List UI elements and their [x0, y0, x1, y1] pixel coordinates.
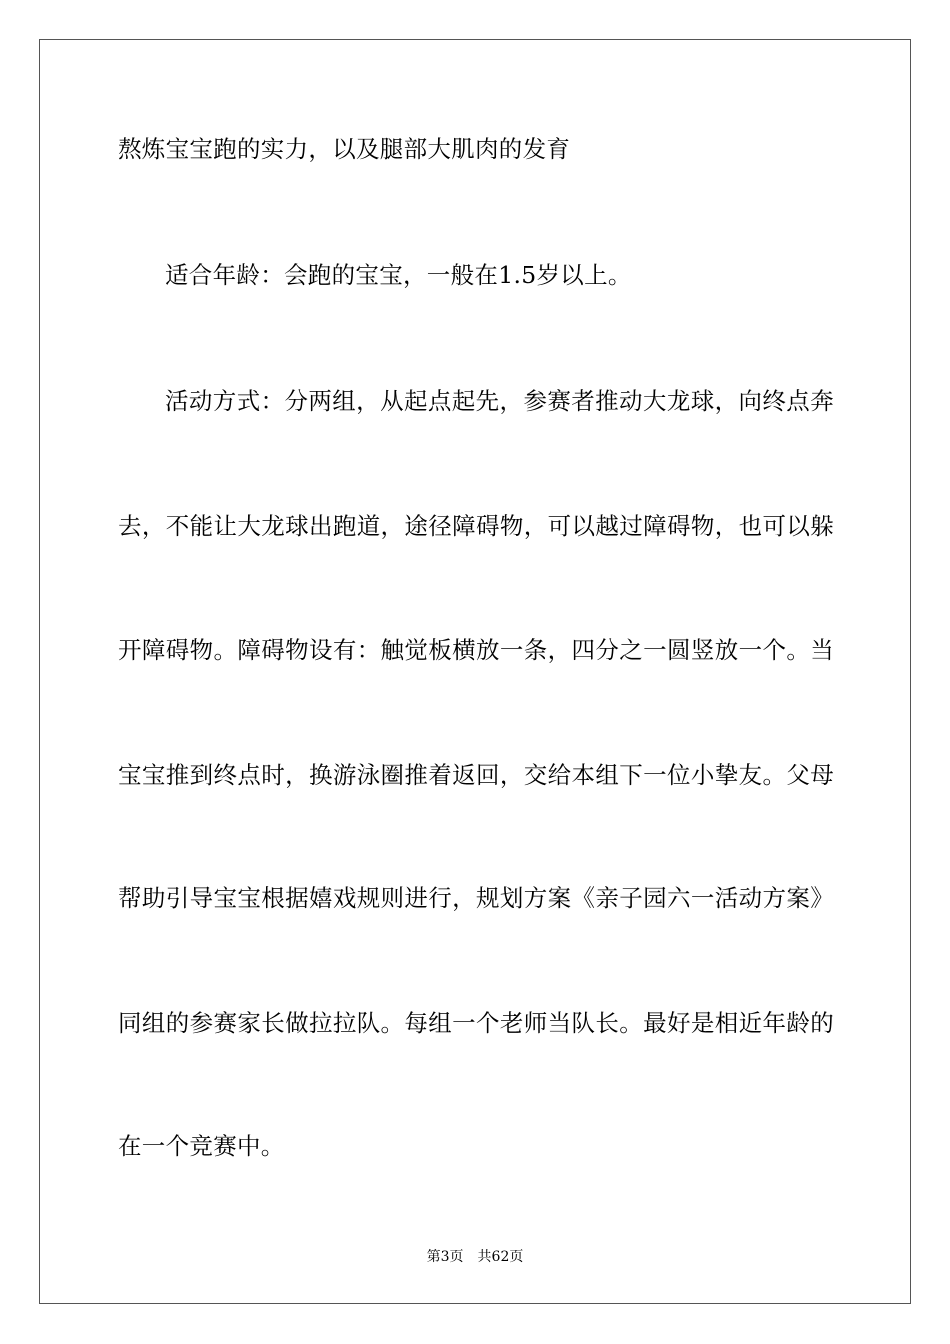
body-line-5: 开障碍物。障碍物设有：触觉板横放一条，四分之一圆竖放一个。当: [118, 636, 834, 664]
body-line-1: 熬炼宝宝跑的实力，以及腿部大肌肉的发育: [118, 135, 571, 163]
body-line-6: 宝宝推到终点时，换游泳圈推着返回，交给本组下一位小挚友。父母: [118, 761, 834, 789]
page-number: 第3页: [426, 1249, 464, 1265]
total-pages: 共62页: [477, 1249, 524, 1265]
body-line-3: 活动方式：分两组，从起点起先，参赛者推动大龙球，向终点奔: [165, 387, 834, 415]
page-frame: [39, 39, 911, 1304]
body-line-4: 去，不能让大龙球出跑道，途径障碍物，可以越过障碍物，也可以躲: [118, 512, 834, 540]
body-line-2: 适合年龄：会跑的宝宝，一般在1.5岁以上。: [165, 261, 632, 289]
body-line-7: 帮助引导宝宝根据嬉戏规则进行，规划方案《亲子园六一活动方案》: [118, 884, 834, 912]
page-footer: [0, 1247, 950, 1267]
body-line-8: 同组的参赛家长做拉拉队。每组一个老师当队长。最好是相近年龄的: [118, 1009, 834, 1037]
body-line-9: 在一个竞赛中。: [118, 1132, 285, 1160]
